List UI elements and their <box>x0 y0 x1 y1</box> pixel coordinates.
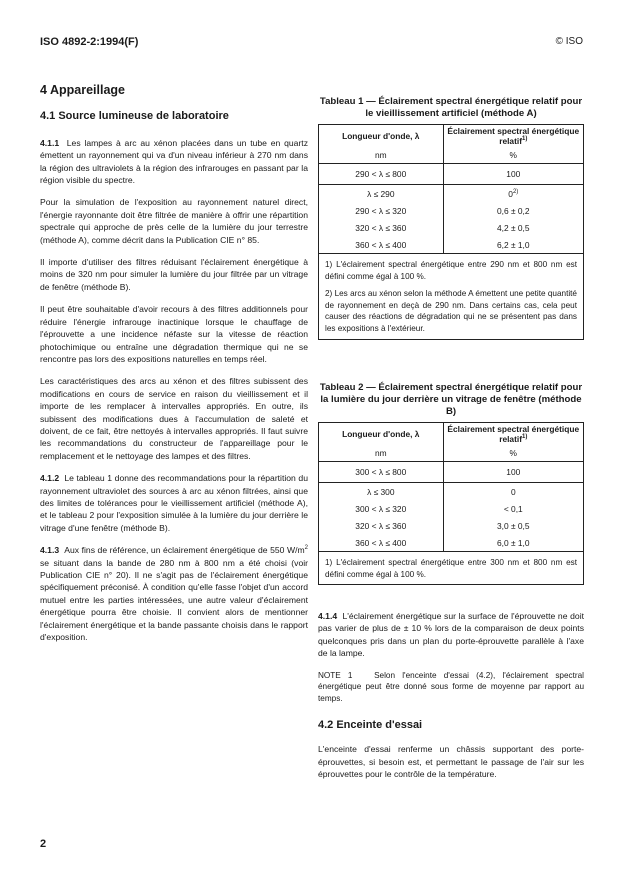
table-header: Éclairement spectral énergétique relatif$^{1)}$ <box>447 126 580 146</box>
table-row: 290 < λ ≤ 800 100 <box>319 164 584 185</box>
paragraph-text: Les lampes à arc au xénon placées dans un tube en quartz émettent un rayonnement qui va d'un niveau inférieur à 270 nm dans la région des ultraviolets à la région des infrarouges en passant par la région visible du spectre. <box>40 137 308 186</box>
page-number: 2 <box>40 838 47 850</box>
note-text: Selon l'enceinte d'essai (4.2), l'éclairement spectral énergétique peut être donné sous forme de moyenne par rapport au temps. <box>318 670 585 704</box>
footnote: 2) Les arcs au xénon selon la méthode A émettent une petite quantité de rayonnement en deçà de 290 nm. Dans certains cas, cela peut causer des réactions de dégradation qui ne se présentent pas dans les expositions à l'extérieur. <box>325 289 577 333</box>
clause-number: 4.1.1 <box>40 137 60 148</box>
table-unit: nm <box>319 445 444 462</box>
paragraph-text: Les caractéristiques des arcs au xénon et des filtres subissent des modifications en cours de service en raison du vieillissement et il importe de les remplacer à intervalles appropriés. En outre, ils subissent des modifications dues à l'accumulation de saleté et doivent, de ce fait, être nettoyés à intervalles appropriés. Il faut suivre les recommandations du constructeur de l'appareillage pour le remplacement et le nettoyage des lampes et des filtres. <box>40 376 308 461</box>
paragraph-text: L'éclairement énergétique sur la surface de l'éprouvette ne doit pas varier de plus de ± 10 % lors de la comparaison de deux points quelconques pris dans un plan du porte-éprouvette parallèle à l'axe de la lampe. <box>318 611 584 659</box>
copyright-mark: © ISO <box>555 36 583 47</box>
table-2-block <box>318 382 584 585</box>
table-2 <box>318 422 584 552</box>
paragraph-4-1-4 <box>318 610 584 660</box>
subsection-title: 4.2 Enceinte d'essai <box>318 719 423 732</box>
paragraph-text: Pour la simulation de l'exposition au rayonnement naturel direct, l'énergie rayonnante doit être filtrée de manière à offrir une répartition spectrale qui approche de près celle de la lumière du jour terrestre (méthode A), comme décrit dans la Publication CIE n° 85. <box>40 197 308 245</box>
subsection-title: 4.1 Source lumineuse de laboratoire <box>40 110 229 123</box>
table-row: 360 < λ ≤ 400 6,2 ± 1,0 <box>319 236 584 254</box>
table-row: 290 < λ ≤ 320 0,6 ± 0,2 <box>319 202 584 219</box>
table-row: 360 < λ ≤ 400 6,0 ± 1,0 <box>319 534 584 552</box>
table-row: 300 < λ ≤ 800 100 <box>319 462 584 483</box>
table-unit: % <box>443 147 583 164</box>
table-1-footnotes <box>318 254 584 340</box>
table-1-block <box>318 96 584 340</box>
clause-number: 4.1.4 <box>318 611 338 621</box>
table-unit: % <box>443 445 583 462</box>
table-row: λ ≤ 300 0 <box>319 483 584 501</box>
table-header: Longueur d'onde, λ <box>319 423 444 446</box>
note-1 <box>318 670 584 705</box>
table-row: 320 < λ ≤ 360 4,2 ± 0,5 <box>319 219 584 236</box>
table-2-footnotes <box>318 552 584 585</box>
superscript: 1) <box>522 136 528 143</box>
clause-number: 4.1.2 <box>40 473 60 484</box>
paragraph-4-1-3 <box>40 544 308 643</box>
paragraph-text: Il peut être souhaitable d'avoir recours à des filtres additionnels pour réduire l'énergie infrarouge inactinique lorsque le chauffage de l'éprouvette a une incidence néfaste sur la vitesse de réaction photochimique ou entraîne une dégradation thermique qui ne se rencontre pas lors des expositions naturelles en temps réel. <box>40 304 308 364</box>
footnote: 1) L'éclairement spectral énergétique entre 300 nm et 800 nm est défini comme égal à 100 %. <box>325 558 577 579</box>
table-header: Éclairement spectral énergétique relatif$^{1)}$ <box>447 424 580 444</box>
paragraph-4-1-1 <box>40 137 308 187</box>
table-unit: nm <box>319 147 444 164</box>
note-label: NOTE 1 <box>318 670 353 680</box>
section-title: 4 Appareillage <box>40 83 125 97</box>
table-2-caption: Tableau 2 — Éclairement spectral énergétique relatif pour la lumière du jour derrière un vitrage de fenêtre (méthode B) <box>319 382 583 417</box>
superscript: 2) <box>512 188 519 195</box>
table-1-caption: Tableau 1 — Éclairement spectral énergétique relatif pour le vieillissement artificiel (méthode A) <box>319 96 583 119</box>
clause-number: 4.1.3 <box>40 545 60 556</box>
superscript: 2 <box>304 545 308 552</box>
table-header: Longueur d'onde, λ <box>319 125 444 148</box>
table-row: λ ≤ 290 0$^{2)}$ <box>319 185 584 203</box>
paragraph-text: L'enceinte d'essai renferme un châssis supportant des porte-éprouvettes, si besoin est, et permettant le passage de l'air sur les éprouvettes pour le contrôle de la température. <box>318 744 584 780</box>
left-column <box>40 84 308 653</box>
table-1 <box>318 124 584 254</box>
paragraph-text: Aux fins de référence, un éclairement énergétique de 550 W/m <box>64 545 305 556</box>
paragraph-4-1-2 <box>40 472 308 534</box>
table-row: 300 < λ ≤ 320 < 0,1 <box>319 500 584 517</box>
footnote: 1) L'éclairement spectral énergétique entre 290 nm et 800 nm est défini comme égal à 100 %. <box>325 260 577 281</box>
document-standard-id: ISO 4892-2:1994(F) <box>40 36 139 48</box>
paragraph-text: Le tableau 1 donne des recommandations pour la répartition du rayonnement ultraviolet des sources à arc au xénon filtrées, ainsi que des limites de tolérances pour le vieillissement artificiel (méthode A), et le tableau 2 pour l'exposition simulée à la lumière du jour derrière le vitrage d'une fenêtre (méthode B). <box>40 473 308 533</box>
right-column <box>318 610 584 791</box>
paragraph-text: se situant dans la bande de 280 nm à 800 nm a été choisi (voir Publication CIE n° 20). Il ne s'agit pas de l'éclairement énergétique spécifiquement préconisé. À condition qu'elle fasse l'objet d'un accord mutuel entre les parties intéressées, une autre valeur d'éclairement énergétique pourra être choisie. Il convient alors de mentionner l'éclairement énergétique et la bande passante choisis dans le rapport d'exposition. <box>40 557 308 643</box>
superscript: 1) <box>522 434 528 441</box>
table-row: 320 < λ ≤ 360 3,0 ± 0,5 <box>319 517 584 534</box>
paragraph-text: Il importe d'utiliser des filtres réduisant l'éclairement énergétique à moins de 320 nm pour simuler la lumière du jour filtrée par un vitrage de fenêtre (méthode B). <box>40 257 308 292</box>
